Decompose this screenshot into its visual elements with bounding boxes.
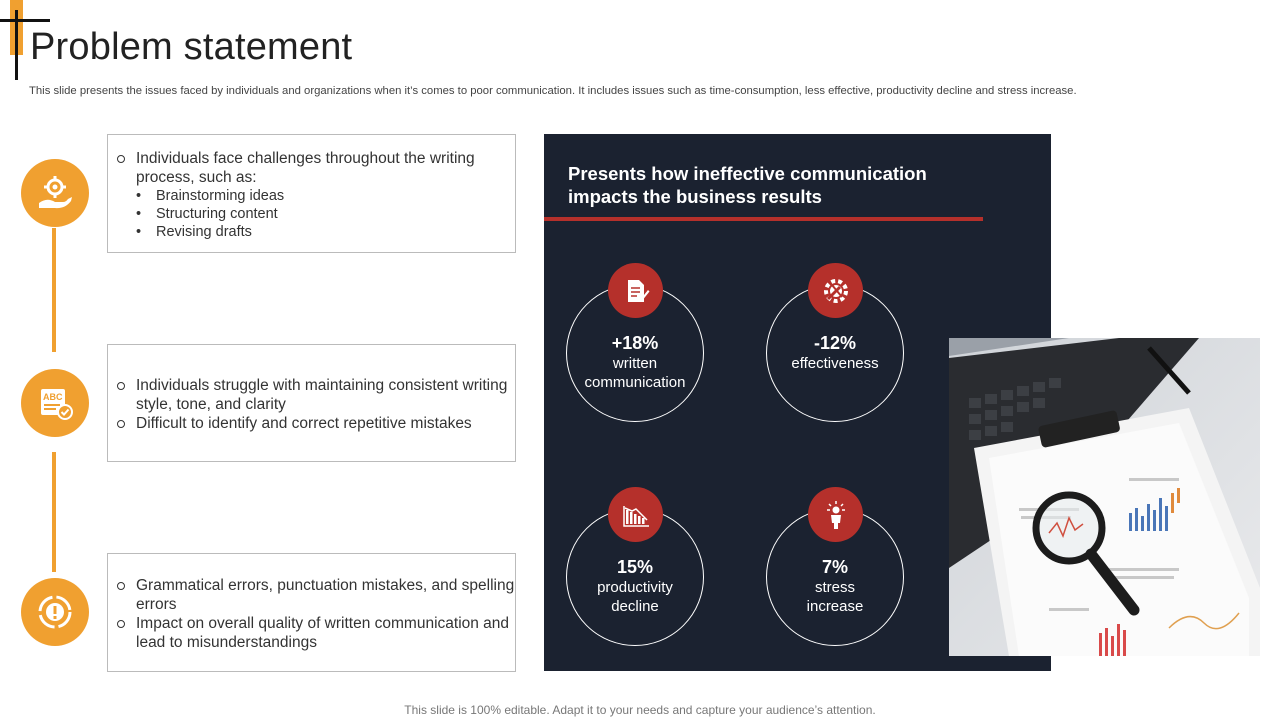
stat-value: 7%	[821, 557, 848, 577]
stat-label: decline	[611, 598, 659, 615]
stat-label: stress	[814, 579, 855, 596]
gear-tools-icon	[808, 263, 863, 318]
stat-label: increase	[806, 598, 864, 615]
svg-text:ABC: ABC	[43, 392, 63, 402]
list-item: Impact on overall quality of written communication and lead to misunderstandings	[108, 614, 515, 652]
list-item: Individuals struggle with maintaining consistent writing style, tone, and clarity	[108, 376, 515, 414]
stat-label: communication	[584, 374, 686, 391]
stat-value: -12%	[813, 333, 857, 353]
stat-label: productivity	[597, 579, 673, 596]
timeline-connector	[52, 228, 56, 352]
page-title: Problem statement	[30, 26, 353, 68]
problem-card-2	[107, 344, 516, 462]
problem-card-1	[107, 134, 516, 253]
laptop-clipboard-photo	[949, 338, 1260, 656]
corner-line-horizontal	[0, 19, 50, 22]
timeline-connector	[52, 452, 56, 572]
declining-chart-icon	[608, 487, 663, 542]
stat-label: written	[612, 355, 658, 372]
stat-effectiveness	[765, 332, 905, 373]
stat-stress-increase	[765, 556, 905, 616]
stressed-person-icon	[808, 487, 863, 542]
sub-list-item: • Structuring content	[136, 205, 515, 223]
stat-value: +18%	[611, 333, 659, 353]
abc-check-icon	[21, 369, 89, 437]
list-item: Grammatical errors, punctuation mistakes, and spelling errors	[108, 576, 515, 614]
point-text: Individuals face challenges throughout the writing process, such as:	[136, 150, 475, 186]
footer-note: This slide is 100% editable. Adapt it to your needs and capture your audience’s attention.	[404, 703, 876, 717]
list-item: Difficult to identify and correct repetitive mistakes	[108, 414, 515, 433]
list-item	[108, 149, 515, 241]
panel-title-underline	[544, 217, 983, 221]
gear-hand-icon	[21, 159, 89, 227]
panel-title: Presents how ineffective communication impacts the business results	[568, 163, 927, 207]
stat-value: 15%	[616, 557, 654, 577]
problem-card-3	[107, 553, 516, 672]
sub-list-item: • Revising drafts	[136, 223, 515, 241]
stat-label: effectiveness	[791, 355, 879, 372]
sub-list-item: • Brainstorming ideas	[136, 187, 515, 205]
document-pen-icon	[608, 263, 663, 318]
stat-productivity-decline	[565, 556, 705, 616]
page-subtitle: This slide presents the issues faced by individuals and organizations when it’s comes to poor communication. It includes issues such as time-consumption, less effective, productivity decline and stress increase.	[29, 85, 1077, 97]
alert-cycle-icon	[21, 578, 89, 646]
stat-written-communication	[565, 332, 705, 392]
